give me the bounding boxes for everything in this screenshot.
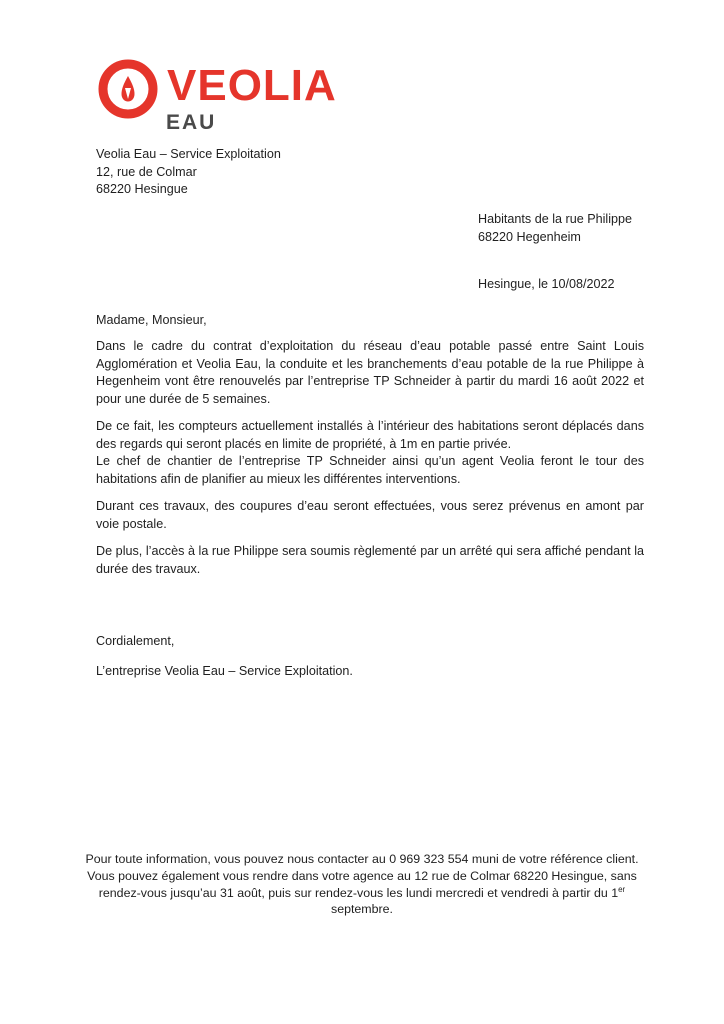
footer-line: Vous pouvez également vous rendre dans votre agence au 12 rue de Colmar 68220 Hesingue, sans [87, 868, 637, 883]
sender-line: Veolia Eau – Service Exploitation [96, 147, 281, 161]
footer-line: septembre. [331, 902, 393, 917]
footer-contact-info [60, 851, 664, 918]
footer-line: Pour toute information, vous pouvez nous contacter au 0 969 323 554 muni de votre référence client. [85, 852, 639, 866]
logo-wordmark: VEOLIA [167, 61, 337, 110]
sender-line: 12, rue de Colmar [96, 164, 197, 179]
signature: L’entreprise Veolia Eau – Service Exploitation. [96, 664, 353, 678]
paragraph-works-announcement: Dans le cadre du contrat d’exploitation du réseau d’eau potable passé entre Saint Louis Agglomération et Veolia Eau, la conduite et les branchements d’eau potable de la rue Philippe à Hegenheim vont être renouvelés par l’entreprise TP Schneider à partir du mardi 16 août 2022 et pour une durée de 5 semaines. [96, 339, 644, 406]
footer-line-text: rendez-vous jusqu’au 31 août, puis sur rendez-vous les lundi mercredi et vendredi à partir du 1 [98, 885, 619, 900]
veolia-logo [96, 58, 346, 138]
paragraph-site-visit: Le chef de chantier de l’entreprise TP Schneider ainsi qu’un agent Veolia feront le tour des habitations afin de planifier au mieux les différentes interventions. [96, 454, 644, 486]
sender-address [96, 146, 281, 199]
closing: Cordialement, [96, 634, 175, 648]
recipient-address [478, 211, 632, 246]
letter-body [96, 338, 644, 588]
recipient-line: Habitants de la rue Philippe [478, 212, 633, 226]
sender-line: 68220 Hesingue [96, 182, 188, 196]
footer-superscript: er [618, 884, 626, 894]
logo-subtitle: EAU [166, 111, 217, 134]
salutation: Madame, Monsieur, [96, 313, 207, 327]
veolia-emblem-icon [96, 58, 160, 122]
recipient-line: 68220 Hegenheim [478, 229, 581, 244]
paragraph-access: De plus, l’accès à la rue Philippe sera soumis règlementé par un arrêté qui sera affiché pendant la durée des travaux. [96, 544, 644, 576]
letter-date: Hesingue, le 10/08/2022 [478, 277, 615, 291]
footer-line [60, 885, 664, 902]
paragraph-water-cuts: Durant ces travaux, des coupures d’eau seront effectuées, vous serez prévenus en amont par voie postale. [96, 499, 644, 531]
paragraph-meters: De ce fait, les compteurs actuellement installés à l’intérieur des habitations seront déplacés dans des regards qui seront placés en limite de propriété, à 1m en partie privée. [96, 419, 644, 451]
